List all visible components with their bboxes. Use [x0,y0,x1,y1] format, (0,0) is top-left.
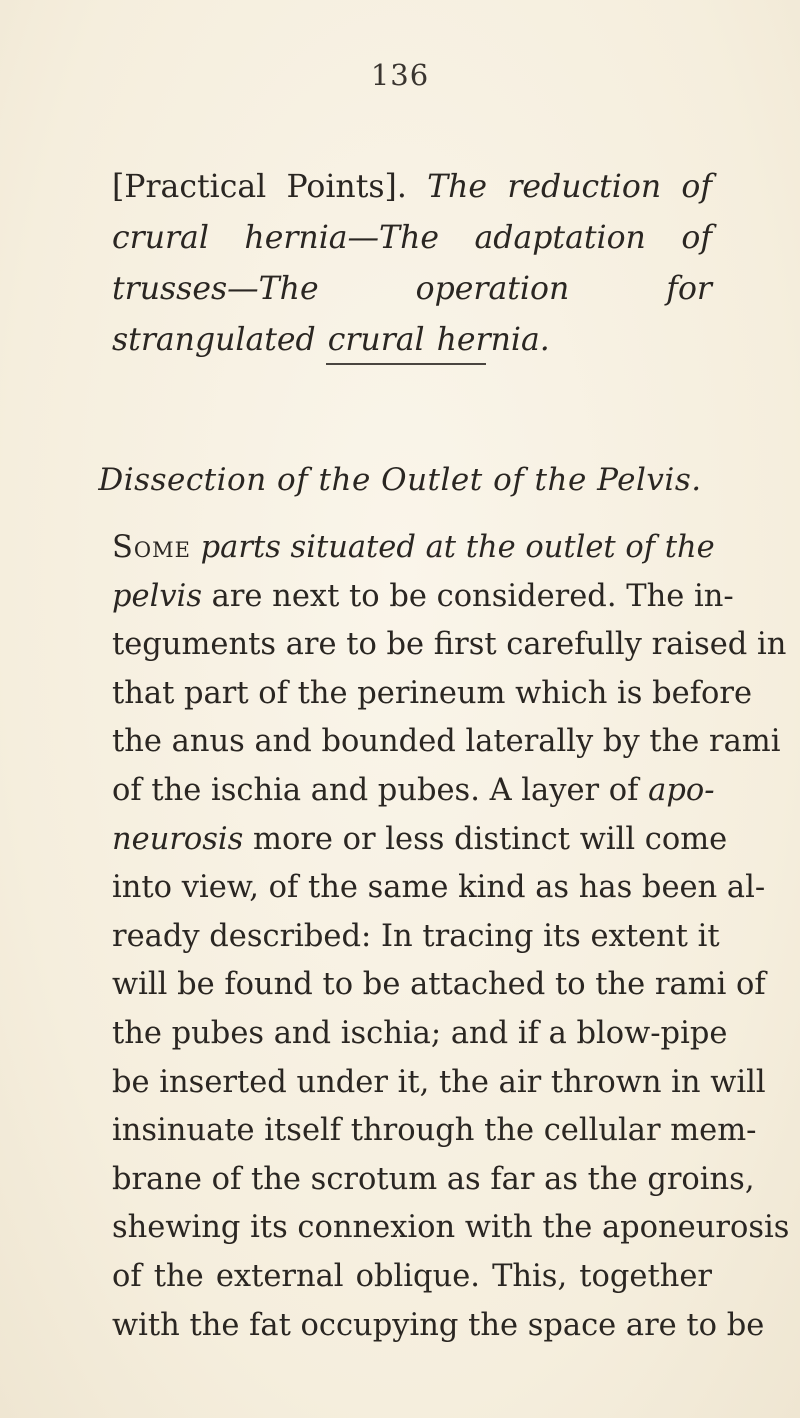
section-title: Dissection of the Outlet of the Pelvis. [98,462,702,498]
body-line-2 [112,573,734,622]
body-line-10: will be found to be attached to the rami of [112,967,766,1003]
body-line-3: teguments are to be first carefully raised in [112,627,787,663]
body-text [112,524,790,1350]
opening-italic-2: pelvis [112,578,202,614]
body-text-line: more or less distinct will come [253,821,728,857]
body-line-5: the anus and bounded laterally by the rami [112,724,781,760]
body-line-13: insinuate itself through the cellular mem- [112,1113,757,1149]
opening-smallcaps: Some [112,530,191,565]
body-line-6 [112,767,715,816]
body-line-9: ready described: In tracing its extent it [112,918,720,954]
body-text-line: of the ischia and pubes. A layer of [112,772,639,808]
body-line-15: shewing its connexion with the aponeurosis [112,1210,790,1246]
apo-italic: apo- [648,772,715,808]
body-line-11: the pubes and ischia; and if a blow-pipe [112,1015,728,1051]
opening-italic-1: parts situated at the outlet of the [200,530,715,565]
summary-italic: The reduction of crural hernia—The adaptation of trusses—The operation for strangulated crural hernia. [112,169,713,358]
body-line-16: of the external oblique. This, together [112,1258,712,1294]
body-line-7 [112,816,728,865]
body-line-12: be inserted under it, the air thrown in will [112,1064,766,1100]
body-line-8: into view, of the same kind as has been al- [112,870,766,906]
body-line-1 [112,524,715,573]
neurosis-italic: neurosis [112,821,244,857]
section-divider [326,363,486,365]
summary-bracket: [Practical Points]. [112,169,407,205]
body-line-14: brane of the scrotum as far as the groins, [112,1161,755,1197]
page-number: 136 [370,58,430,92]
body-text-line: are next to be considered. The in- [211,578,734,614]
body-line-17: with the fat occupying the space are to be [112,1307,765,1343]
chapter-summary [112,162,712,366]
body-line-4: that part of the perineum which is before [112,675,753,711]
